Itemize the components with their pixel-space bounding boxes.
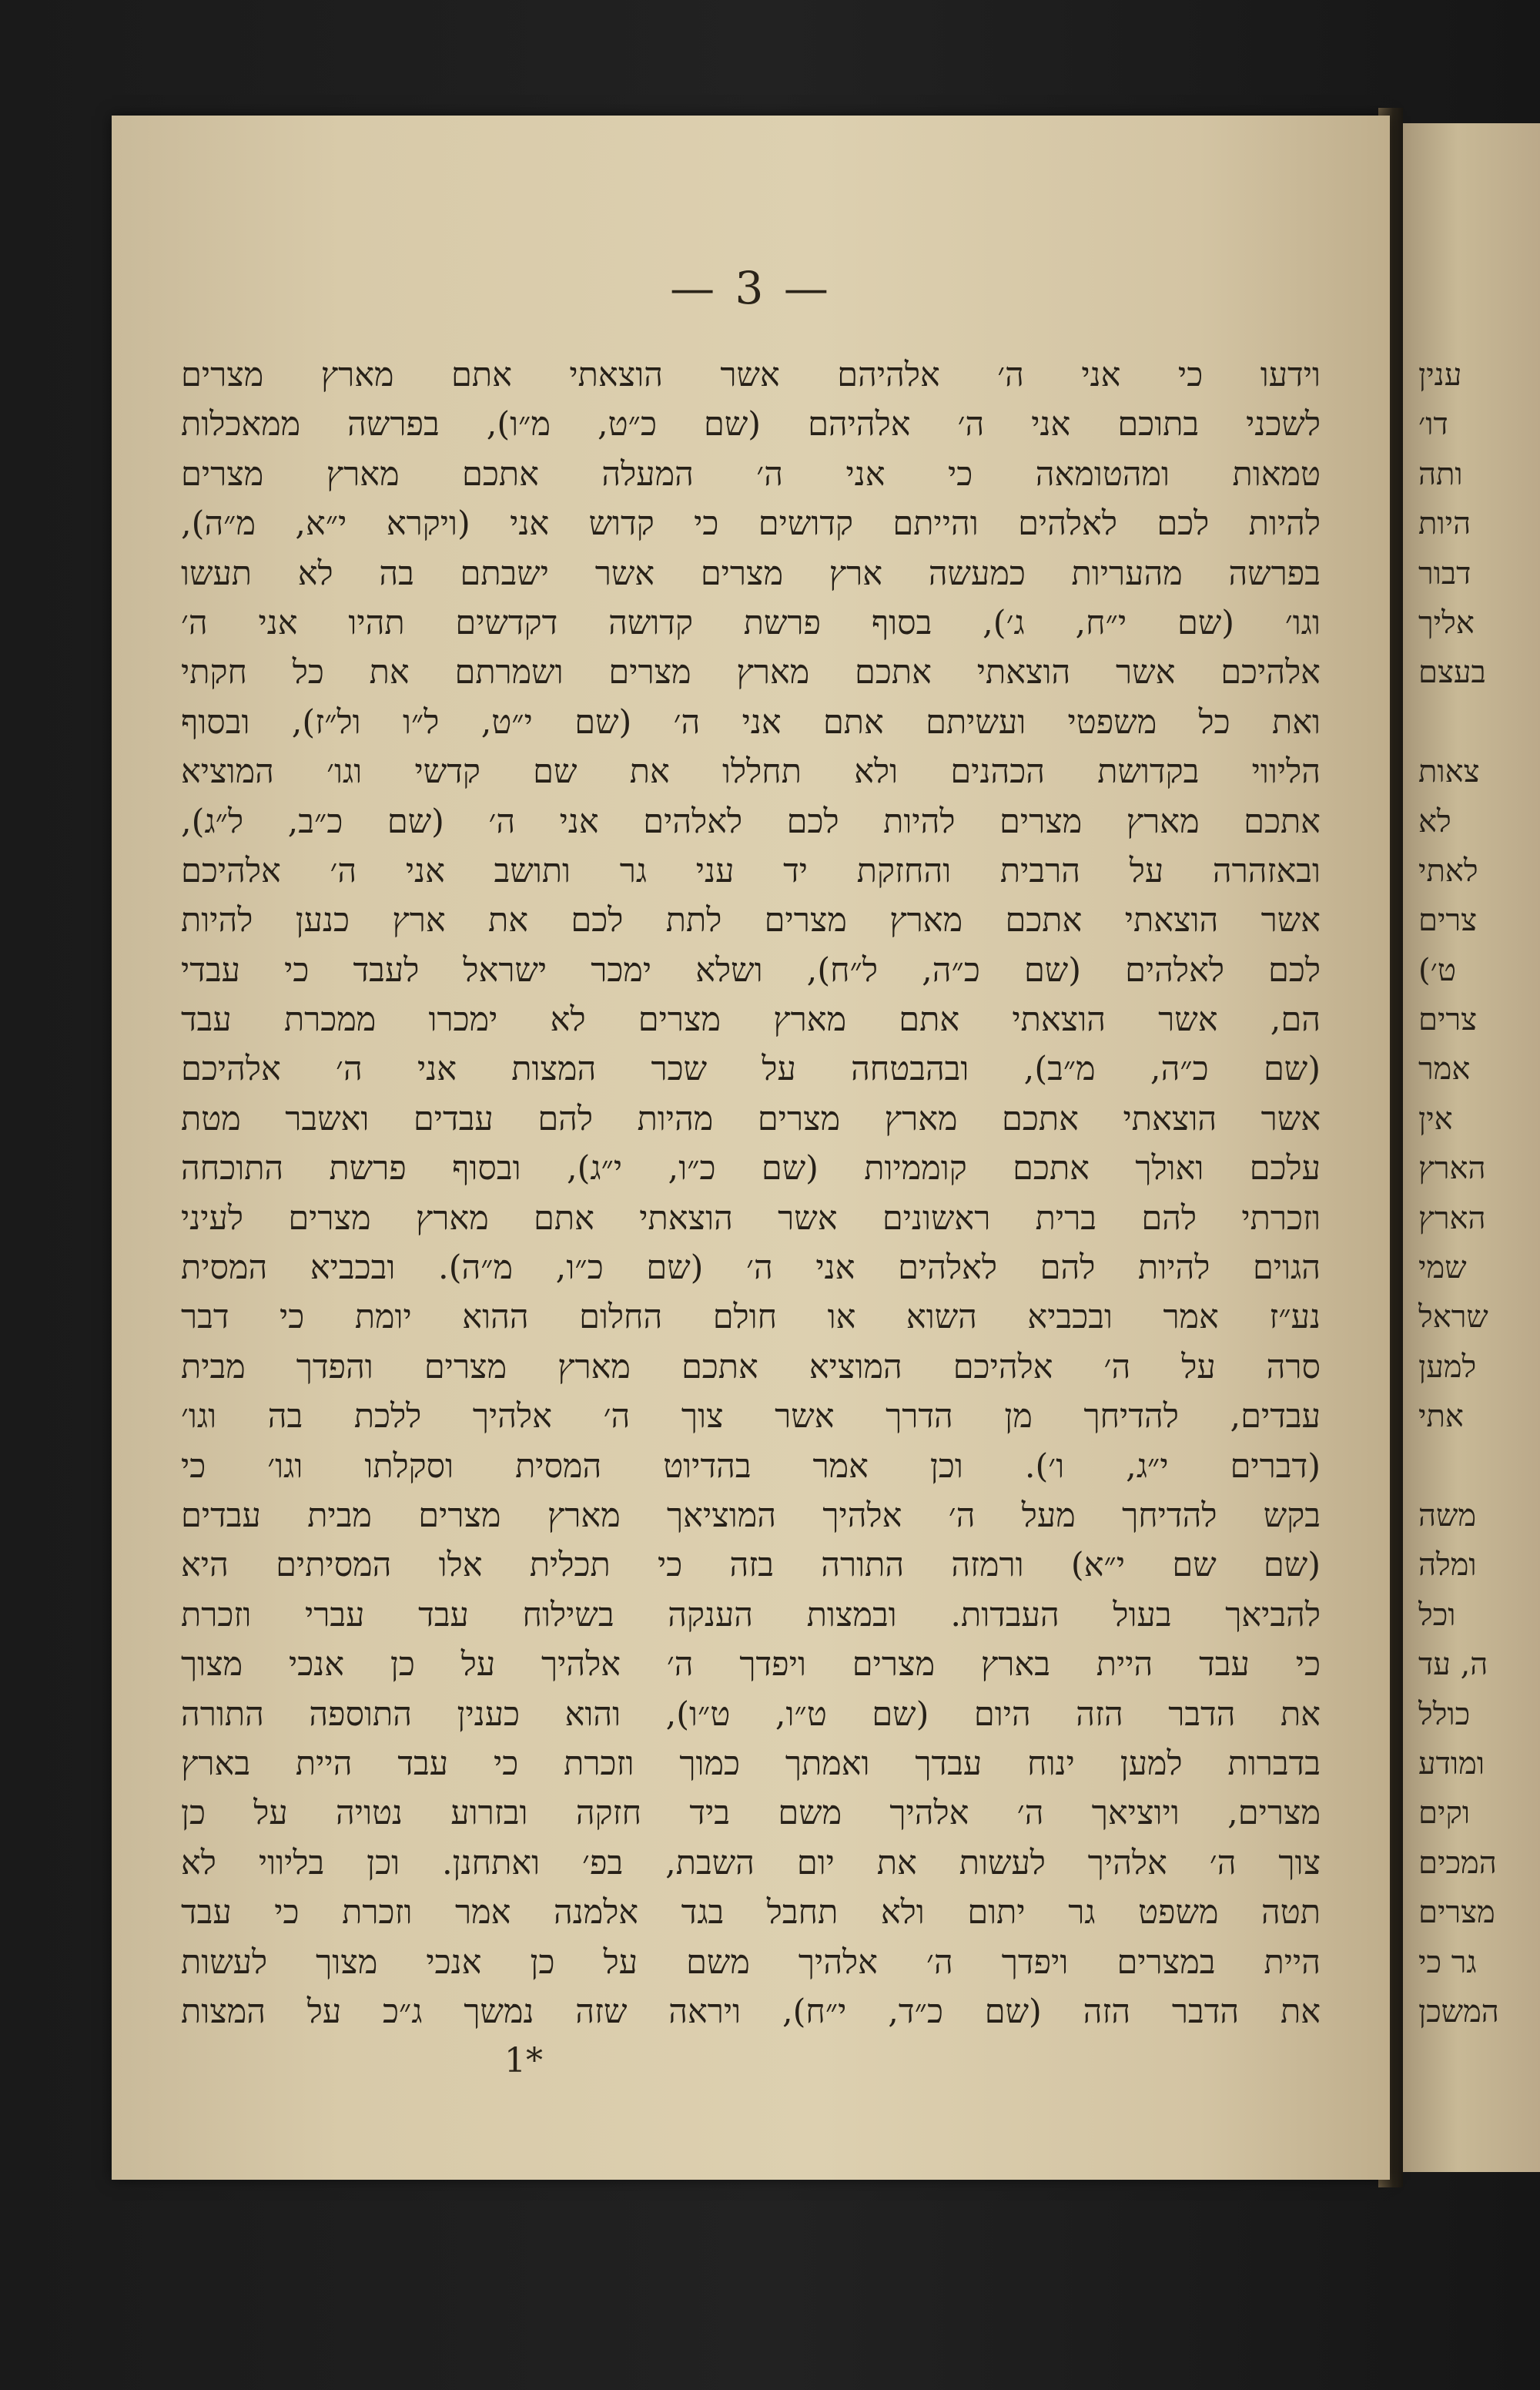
adjacent-text-line: צאות [1418, 754, 1480, 790]
text-line: הגוים להיות להם לאלהים אני ה׳ (שם כ״ו, מ״ה). ובכביא המסית [181, 1249, 1321, 1288]
adjacent-text-line: ה, עד [1418, 1647, 1488, 1683]
text-line: בפרשה מהעריות כמעשה ארץ מצרים אשר ישבתם בה לא תעשו [181, 554, 1321, 593]
adjacent-text-line: ומודע [1418, 1745, 1485, 1782]
text-line: אתכם מארץ מצרים להיות לכם לאלהים אני ה׳ (שם כ״ב, ל״ג), [181, 802, 1321, 841]
text-line: (שם שם י״א) ורמזה התורה בזה כי תכלית אלו המסיתים היא [181, 1546, 1321, 1585]
text-line: היית במצרים ויפדך ה׳ אלהיך משם על כן אנכי מצוך לעשות [181, 1943, 1321, 1982]
adjacent-text-line: היות [1418, 506, 1471, 542]
text-line: וגו׳ (שם י״ח, ג׳), בסוף פרשת קדושה דקדשים תהיו אני ה׳ [181, 603, 1321, 642]
text-line: עלכם ואולך אתכם קוממיות (שם כ״ו, י״ג), ובסוף פרשת התוכחה [181, 1149, 1321, 1188]
text-line: וזכרתי להם ברית ראשונים אשר הוצאתי אתם מארץ מצרים לעיני [181, 1198, 1321, 1238]
page-number: — 3 — [670, 262, 832, 314]
text-line: הליווי בקדושת הכהנים ולא תחללו את שם קדשי וגו׳ המוציא [181, 753, 1321, 792]
text-line: את הדבר הזה היום (שם ט״ו, ט״ו), והוא כענין התוספה התורה [181, 1694, 1321, 1734]
adjacent-text-line: שראל [1418, 1299, 1488, 1336]
text-line: נע״ז אמר ובכביא השוא או חולם החלום ההוא יומת כי דבר [181, 1298, 1321, 1337]
adjacent-text-line: דבור [1418, 555, 1471, 592]
text-line: את הדבר הזה (שם כ״ד, י״ח), ויראה שזה נמשך ג״כ על המצות [181, 1992, 1321, 2031]
text-line: עבדים, להדיחך מן הדרך אשר צוך ה׳ אלהיך ללכת בה וגו׳ [181, 1397, 1321, 1436]
text-line: (דברים י״ג, ו׳). וכן אמר בהדיוט המסית וסקלתו וגו׳ כי [181, 1446, 1321, 1486]
text-line: להביאך בעול העבדות. ובמצות הענקה בשילוח עבד עברי וזכרת [181, 1595, 1321, 1634]
text-line: מצרים, ויוציאך ה׳ אלהיך משם ביד חזקה ובזרוע נטויה על כן [181, 1794, 1321, 1833]
adjacent-text-line: ומלה [1418, 1547, 1477, 1584]
adjacent-text-line: דו׳ [1418, 407, 1448, 443]
adjacent-text-line: המכים [1418, 1845, 1497, 1881]
text-line: אלהיכם אשר הוצאתי אתכם מארץ מצרים ושמרתם את כל חקתי [181, 653, 1321, 692]
adjacent-text-line: צרים [1418, 1002, 1478, 1038]
text-line: ובאזהרה על הרבית והחזקת יד עני גר ותושב אני ה׳ אלהיכם [181, 851, 1321, 890]
adjacent-page [1403, 123, 1540, 2172]
body-text [181, 350, 1321, 2036]
text-line: (שם כ״ה, מ״ב), ובהבטחה על שכר המצות אני ה׳ אלהיכם [181, 1050, 1321, 1089]
adjacent-text-line: גר כי [1418, 1944, 1477, 1980]
adjacent-text-line: הארץ [1418, 1200, 1486, 1236]
adjacent-text-line: המשכן [1418, 1993, 1499, 2030]
text-line: תטה משפט גר יתום ולא תחבל בגד אלמנה אמר וזכרת כי עבד [181, 1893, 1321, 1932]
adjacent-text-line: לאתי [1418, 853, 1478, 889]
text-line: ואת כל משפטי ועשיתם אתם אני ה׳ (שם י״ט, ל״ו ול״ז), ובסוף [181, 702, 1321, 742]
text-line: סרה על ה׳ אלהיכם המוציא אתכם מארץ מצרים והפדך מבית [181, 1347, 1321, 1386]
adjacent-page-text [1418, 350, 1534, 2036]
book-page [112, 116, 1390, 2180]
adjacent-text-line: משה [1418, 1497, 1477, 1534]
adjacent-text-line: וקים [1418, 1795, 1471, 1832]
text-line: וידעו כי אני ה׳ אלהיהם אשר הוצאתי אתם מארץ מצרים [181, 356, 1321, 394]
adjacent-text-line: אליך [1418, 605, 1475, 641]
adjacent-text-line: אין [1418, 1101, 1453, 1137]
adjacent-text-line [1418, 1442, 1534, 1491]
text-line: בקש להדיחך מעל ה׳ אלהיך המוציאך מארץ מצרים מבית עבדים [181, 1496, 1321, 1535]
adjacent-text-line: ענין [1418, 357, 1462, 393]
adjacent-text-line: ט׳) [1418, 952, 1457, 988]
adjacent-text-line: מצרים [1418, 1895, 1495, 1931]
adjacent-text-line [1418, 698, 1534, 747]
adjacent-text-line: למען [1418, 1349, 1477, 1385]
text-line: אשר הוצאתי אתכם מארץ מצרים מהיות להם עבדים ואשבר מטת [181, 1099, 1321, 1138]
adjacent-text-line: ותה [1418, 456, 1463, 492]
adjacent-text-line: שמי [1418, 1250, 1467, 1286]
adjacent-text-line: הארץ [1418, 1151, 1486, 1187]
text-line: כי עבד היית בארץ מצרים ויפדך ה׳ אלהיך על כן אנכי מצוך [181, 1645, 1321, 1684]
adjacent-text-line: צרים [1418, 903, 1478, 939]
text-line: לשכני בתוכם אני ה׳ אלהיהם (שם כ״ט, מ״ו), בפרשה ממאכלות [181, 405, 1321, 444]
adjacent-text-line: אמר [1418, 1051, 1471, 1088]
text-line: צוך ה׳ אלהיך לעשות את יום השבת, בפ׳ ואתחנן. וכן בליווי לא [181, 1843, 1321, 1882]
adjacent-text-line: אתי [1418, 1399, 1464, 1435]
adjacent-text-line: וכל [1418, 1597, 1456, 1633]
text-line: לכם לאלהים (שם כ״ה, ל״ח), ושלא ימכר ישראל לעבד כי עבדי [181, 950, 1321, 990]
signature-mark: 1* [504, 2041, 543, 2080]
adjacent-text-line: לא [1418, 803, 1451, 840]
text-line: להיות לכם לאלהים והייתם קדושים כי קדוש אני (ויקרא י״א, מ״ה), [181, 504, 1321, 544]
text-line: בדברות למען ינוח עבדך ואמתך כמוך וזכרת כי עבד היית בארץ [181, 1744, 1321, 1783]
text-line: הם, אשר הוצאתי אתם מארץ מצרים לא ימכרו ממכרת עבד [181, 1001, 1321, 1040]
text-line: אשר הוצאתי אתכם מארץ מצרים לתת לכם את ארץ כנען להיות [181, 901, 1321, 940]
adjacent-text-line: בעצם [1418, 655, 1486, 691]
text-line: טמאות ומהטומאה כי אני ה׳ המעלה אתכם מארץ מצרים [181, 454, 1321, 494]
adjacent-text-line: כולל [1418, 1696, 1471, 1732]
